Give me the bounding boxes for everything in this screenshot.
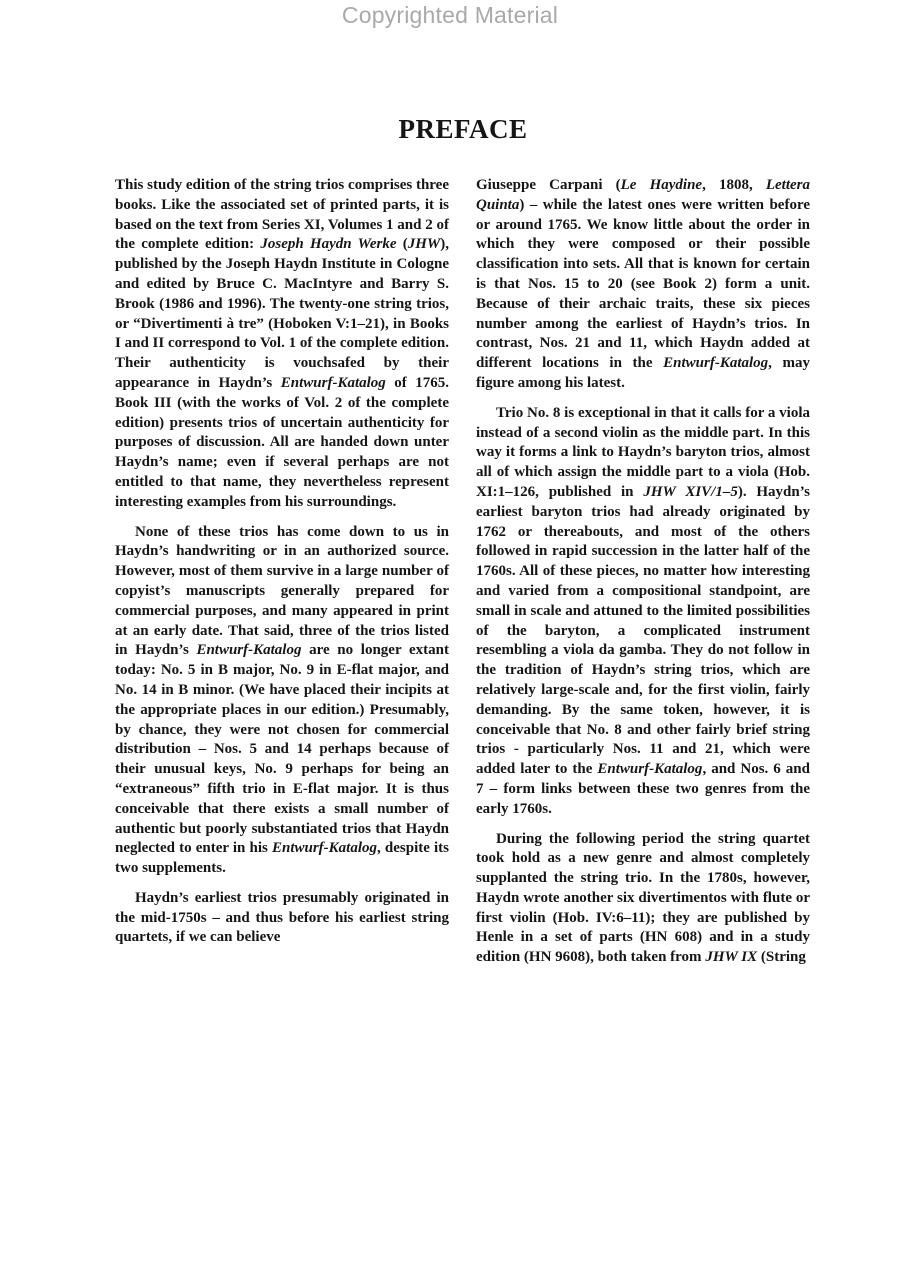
right-text-column (476, 176, 810, 968)
paragraph: Trio No. 8 is exceptional in that it calls for a viola instead of a second violin as the middle part. In this way it forms a link to Haydn’s baryton trios, almost all of which assign the middle part to a viola (Hob. XI:1–126, published in JHW XIV/1–5). Haydn’s earliest baryton trios had already originated by 1762 or thereabouts, and most of the others followed in rapid succession in the latter half of the 1760s. All of these pieces, no matter how interesting and varied from a compositional standpoint, are small in scale and attuned to the limited possibilities of the baryton, a complicated instrument resembling a viola da gamba. They do not follow in the tradition of Haydn’s string trios, which are relatively large-scale and, for the first violin, fairly demanding. By the same token, however, it is conceivable that No. 8 and other fairly brief string trios - particularly Nos. 11 and 21, which were added later to the Entwurf-Katalog, and Nos. 6 and 7 – form links between these two genres from the early 1760s. (476, 404, 810, 817)
paragraph: During the following period the string quartet took hold as a new genre and almost completely supplanted the string trio. In the 1780s, however, Haydn wrote another six divertimentos with flute or first violin (Hob. IV:6–11); they are published by Henle in a set of parts (HN 608) and in a study edition (HN 9608), both taken from JHW IX (String (476, 830, 810, 966)
paragraph: None of these trios has come down to us in Haydn’s handwriting or in an authorized source. However, most of them survive in a large number of copyist’s manuscripts generally prepared for commercial purposes, and many appeared in print at an early date. That said, three of the trios listed in Haydn’s Entwurf-Katalog are no longer extant today: No. 5 in B major, No. 9 in E-flat major, and No. 14 in B minor. (We have placed their incipits at the appropriate places in our edition.) Presumably, by chance, they were not chosen for commercial distribution – Nos. 5 and 14 perhaps because of their unusual keys, No. 9 perhaps for being an “extraneous” fifth trio in E-flat major. It is thus conceivable that there exists a small number of authentic but poorly substantiated trios that Haydn neglected to enter in his Entwurf-Katalog, despite its two supplements. (115, 523, 450, 877)
paragraph: Giuseppe Carpani (Le Haydine, 1808, Lettera Quinta) – while the latest ones were written before or around 1765. We know little about the order in which they were composed or their possible classification into sets. All that is known for certain is that Nos. 15 to 20 (see Book 2) form a unit. Because of their archaic traits, these six pieces number among the earliest of Haydn’s trios. In contrast, Nos. 21 and 11, which Haydn added at different locations in the Entwurf-Katalog, may figure among his latest. (476, 177, 811, 391)
page-title: PREFACE (398, 114, 528, 144)
paragraph: This study edition of the string trios comprises three books. Like the associated set of printed parts, it is based on the text from Series XI, Volumes 1 and 2 of the complete edition: Joseph Haydn Werke (JHW), published by the Joseph Haydn Institute in Cologne and edited by Bruce C. MacIntyre and Barry S. Brook (1986 and 1996). The twenty-one string trios, or “Divertimenti à tre” (Hoboken V:1–21), in Books I and II correspond to Vol. 1 of the complete edition. Their authenticity is vouchsafed by their appearance in Haydn’s Entwurf-Katalog of 1765. Book III (with the works of Vol. 2 of the complete edition) presents trios of uncertain authenticity for purposes of discussion. All are handed down unter Haydn’s name; even if several perhaps are not entitled to that name, they nevertheless represent interesting examples from his surroundings. (115, 177, 449, 510)
left-text-column (115, 176, 449, 948)
paragraph: Haydn’s earliest trios presumably originated in the mid-1750s – and thus before his earliest string quartets, if we can believe (115, 889, 449, 946)
watermark: Copyrighted Material (341, 2, 559, 28)
